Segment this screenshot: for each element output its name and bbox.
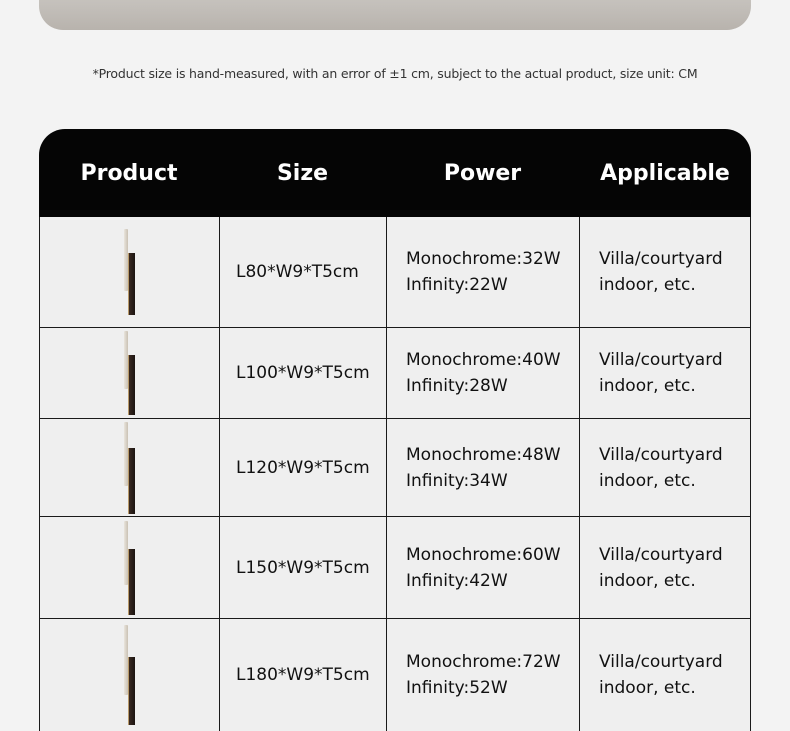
size-cell: L180*W9*T5cm (219, 619, 386, 731)
lamp-icon (124, 331, 136, 415)
power-infinity: Infinity:42W (406, 570, 508, 591)
power-cell (386, 517, 579, 618)
applicable-cell (579, 217, 751, 327)
power-monochrome: Monochrome:72W (406, 652, 561, 672)
power-infinity: Infinity:22W (406, 275, 508, 295)
lamp-icon (124, 229, 136, 315)
size-cell: L150*W9*T5cm (219, 517, 386, 618)
applicable-line2: indoor, etc. (599, 470, 696, 491)
applicable-line2: indoor, etc. (599, 570, 696, 591)
applicable-line1: Villa/courtyard (599, 350, 723, 370)
product-image-cell (39, 217, 219, 327)
size-cell: L100*W9*T5cm (219, 328, 386, 418)
applicable-line2: indoor, etc. (599, 376, 696, 396)
top-product-banner (39, 0, 751, 30)
lamp-icon (124, 625, 136, 725)
power-monochrome: Monochrome:40W (406, 350, 561, 370)
applicable-cell (579, 419, 751, 516)
header-applicable: Applicable (600, 160, 730, 186)
applicable-line1: Villa/courtyard (599, 444, 723, 465)
applicable-line2: indoor, etc. (599, 275, 696, 295)
lamp-icon (124, 422, 136, 514)
product-image-cell (39, 619, 219, 731)
lamp-icon (124, 521, 136, 615)
applicable-cell (579, 328, 751, 418)
spec-table (39, 129, 751, 731)
table-header (39, 129, 751, 217)
power-monochrome: Monochrome:32W (406, 249, 561, 269)
power-monochrome: Monochrome:48W (406, 444, 561, 465)
table-row (39, 619, 751, 731)
size-cell: L120*W9*T5cm (219, 419, 386, 516)
product-image-cell (39, 328, 219, 418)
power-cell (386, 419, 579, 516)
applicable-line1: Villa/courtyard (599, 544, 723, 565)
table-row (39, 217, 751, 328)
applicable-cell (579, 619, 751, 731)
header-power: Power (443, 160, 522, 186)
size-cell: L80*W9*T5cm (219, 217, 386, 327)
header-product: Product (80, 160, 178, 186)
power-cell (386, 217, 579, 327)
power-monochrome: Monochrome:60W (406, 544, 561, 565)
applicable-line1: Villa/courtyard (599, 249, 723, 269)
table-row (39, 328, 751, 419)
header-size: Size (276, 160, 329, 186)
applicable-line1: Villa/courtyard (599, 652, 723, 672)
applicable-cell (579, 517, 751, 618)
table-row (39, 419, 751, 517)
power-cell (386, 619, 579, 731)
product-image-cell (39, 517, 219, 618)
applicable-line2: indoor, etc. (599, 678, 696, 698)
power-cell (386, 328, 579, 418)
product-image-cell (39, 419, 219, 516)
power-infinity: Infinity:28W (406, 376, 508, 396)
table-row (39, 517, 751, 619)
size-disclaimer-note: *Product size is hand-measured, with an error of ±1 cm, subject to the actual product, size unit: CM (92, 66, 698, 81)
power-infinity: Infinity:52W (406, 678, 508, 698)
power-infinity: Infinity:34W (406, 470, 508, 491)
